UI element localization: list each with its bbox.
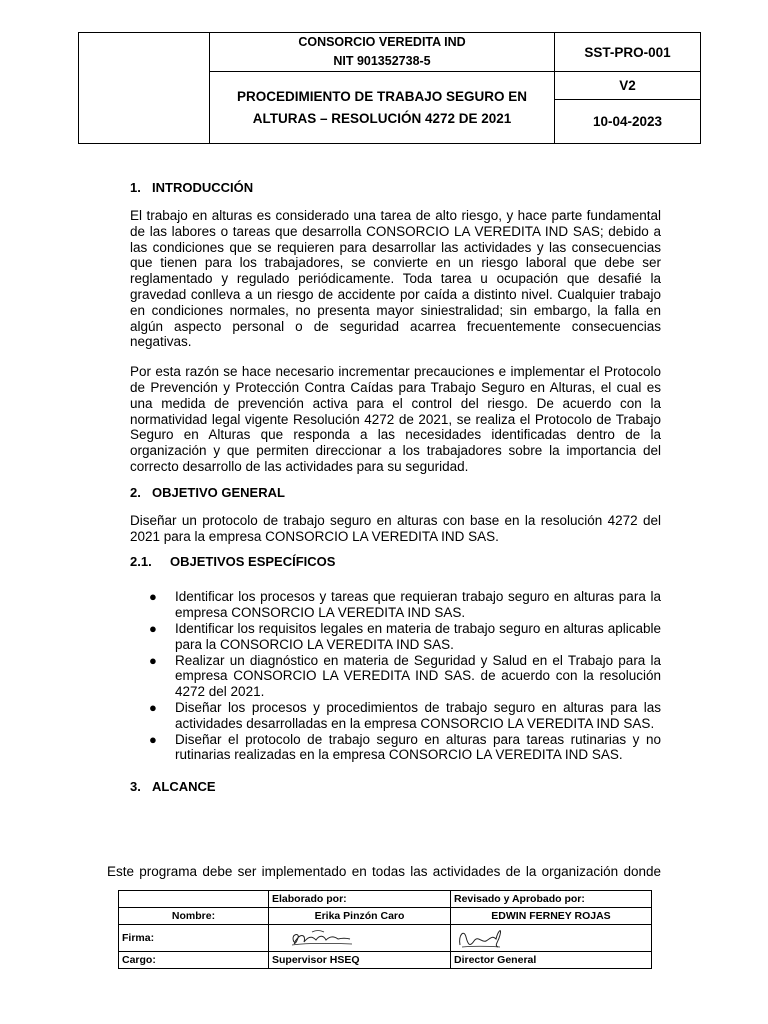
revisado-name: EDWIN FERNEY ROJAS	[451, 908, 652, 925]
company-name: CONSORCIO VEREDITA IND	[298, 35, 466, 49]
document-version: V2	[555, 72, 701, 100]
document-header	[78, 32, 701, 144]
elaborado-name: Erika Pinzón Caro	[269, 908, 451, 925]
bullet-icon: ●	[149, 731, 157, 747]
bullet-icon: ●	[149, 652, 157, 668]
intro-paragraph-2: Por esta razón se hace necesario incrementar precauciones e implementar el Protocolo de Prevención y Protección Contra Caídas para Trabajo Seguro en Alturas, el cual es una medida de prevención activa para el control del riesgo. De acuerdo con la normatividad legal vigente Resolución 4272 de 2021, se realiza el Protocolo de Trabajo Seguro en Alturas que responda a las necesidades identificadas dentro de la organización y que permiten direccionar a los trabajadores sobre la importancia del correcto desarrollo de las actividades para su seguridad.	[130, 364, 661, 474]
signature-icon	[272, 926, 362, 950]
intro-paragraph-1: El trabajo en alturas es considerado una tarea de alto riesgo, y hace parte fundamental de las labores o tareas que desarrolla CONSORCIO LA VEREDITA IND SAS; debido a las condiciones que se requieren para desarrollar las actividades y las consecuencias que tienen para los trabajadores, se convierte en un riesgo laboral que debe ser reglamentado y regulado periódicamente. Toda tarea u ocupación que desafié la gravedad conlleva a un riesgo de accidente por caída a distinto nivel. Cualquier trabajo en condiciones normales, no presenta mayor siniestralidad; sin embargo, la falla en algún aspecto personal o de seguridad acarrea frecuentemente consecuencias negativas.	[130, 208, 661, 350]
list-item	[130, 700, 661, 732]
section-title: OBJETIVOS ESPECÍFICOS	[170, 554, 336, 570]
title-cell	[210, 72, 555, 144]
section-heading-objetivo	[130, 483, 661, 503]
logo-cell	[79, 33, 210, 144]
company-cell	[210, 33, 555, 72]
firma-label: Firma:	[119, 925, 269, 952]
signature-table	[118, 890, 652, 969]
bullet-icon: ●	[149, 699, 157, 715]
list-item-text: Identificar los requisitos legales en materia de trabajo seguro en alturas aplicable para la CONSORCIO LA VEREDITA IND SAS.	[175, 620, 661, 652]
revisado-signature-cell	[451, 925, 652, 952]
section-number: 3.	[130, 779, 141, 795]
list-item-text: Realizar un diagnóstico en materia de Seguridad y Salud en el Trabajo para la empresa CONSORCIO LA VEREDITA IND SAS. de acuerdo con la resolución 4272 del 2021.	[175, 652, 661, 700]
empty-cell	[119, 891, 269, 908]
objectives-list	[130, 589, 661, 763]
bullet-icon: ●	[149, 589, 157, 605]
section-number: 2.1.	[130, 554, 152, 570]
nombre-label: Nombre:	[119, 908, 269, 925]
section-heading-especificos	[130, 552, 661, 572]
company-nit: NIT 901352738-5	[333, 54, 431, 68]
elaborado-label: Elaborado por:	[269, 891, 451, 908]
bullet-icon: ●	[149, 620, 157, 636]
list-item	[130, 653, 661, 700]
list-item	[130, 732, 661, 764]
section-number: 2.	[130, 484, 141, 500]
section-heading-alcance	[130, 777, 661, 797]
list-item	[130, 589, 661, 621]
document-title-line2: ALTURAS – RESOLUCIÓN 4272 DE 2021	[252, 110, 512, 126]
list-item-text: Diseñar los procesos y procedimientos de trabajo seguro en alturas para las actividades desarrolladas en la empresa CONSORCIO LA VEREDITA IND SAS.	[175, 699, 661, 731]
document-title-line1: PROCEDIMIENTO DE TRABAJO SEGURO EN	[236, 88, 528, 104]
alcance-paragraph: Este programa debe ser implementado en todas las actividades de la organización donde	[107, 864, 661, 879]
list-item	[130, 621, 661, 653]
section-title: ALCANCE	[152, 779, 216, 795]
section-number: 1.	[130, 180, 141, 195]
list-item-text: Identificar los procesos y tareas que requieran trabajo seguro en alturas para la empresa CONSORCIO LA VEREDITA IND SAS.	[175, 589, 661, 621]
objetivo-paragraph: Diseñar un protocolo de trabajo seguro en alturas con base en la resolución 4272 del 2021 para la empresa CONSORCIO LA VEREDITA IND SAS.	[130, 512, 661, 544]
elaborado-signature-cell	[269, 925, 451, 952]
section-title: OBJETIVO GENERAL	[152, 484, 285, 500]
document-date: 10-04-2023	[555, 100, 701, 144]
document-code: SST-PRO-001	[555, 33, 701, 72]
section-title: INTRODUCCIÓN	[152, 180, 254, 195]
document-body	[130, 178, 661, 797]
signature-icon	[454, 925, 524, 951]
list-item-text: Diseñar el protocolo de trabajo seguro en alturas para tareas rutinarias y no rutinarias realizadas en la empresa CONSORCIO LA VEREDITA IND SAS.	[175, 731, 661, 763]
revisado-label: Revisado y Aprobado por:	[451, 891, 652, 908]
cargo-label: Cargo:	[119, 952, 269, 969]
elaborado-cargo: Supervisor HSEQ	[269, 952, 451, 969]
section-heading-intro	[130, 178, 661, 198]
revisado-cargo: Director General	[451, 952, 652, 969]
